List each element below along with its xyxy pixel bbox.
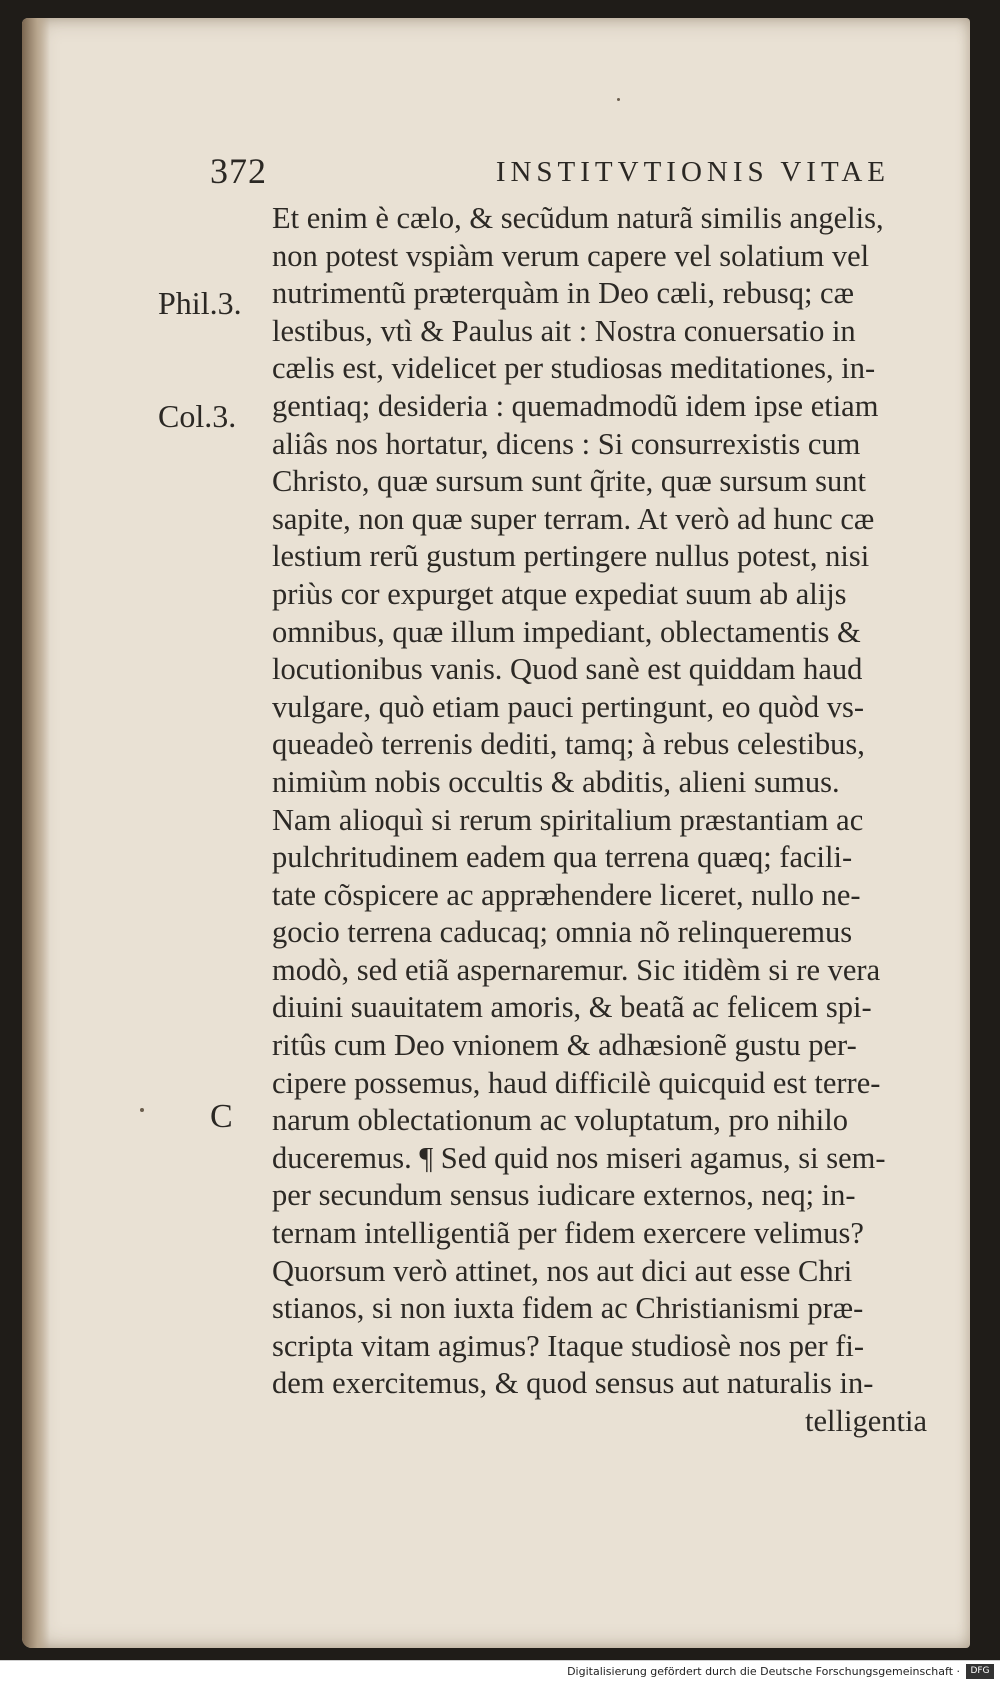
text-line: gocio terrena caducaq; omnia nõ relinqueremus: [272, 915, 853, 950]
text-line: diuini suauitatem amoris, & beatã ac felicem spi-: [272, 990, 872, 1025]
paper-speck: [617, 98, 620, 101]
text-line: ritûs cum Deo vnionem & adhæsionẽ gustu per-: [272, 1028, 857, 1063]
text-line: Nam alioquì si rerum spiritalium præstantiam ac: [272, 802, 864, 837]
text-line: aliâs nos hortatur, dicens : Si consurrexistis cum: [272, 426, 861, 461]
text-line: priùs cor expurget atque expediat suum ab alijs: [272, 576, 847, 611]
paper-speck: [140, 1108, 144, 1112]
text-line: sapite, non quæ super terram. At verò ad hunc cæ: [272, 501, 875, 536]
text-line: Christo, quæ sursum sunt q̃rite, quæ sursum sunt: [272, 464, 866, 499]
text-line: vulgare, quò etiam pauci pertingunt, eo quòd vs-: [272, 689, 865, 724]
text-line: queadeò terrenis dediti, tamq; à rebus celestibus,: [272, 727, 865, 762]
dfg-logo: DFG: [966, 1664, 994, 1679]
text-line: duceremus. ¶ Sed quid nos miseri agamus, si sem-: [272, 1140, 886, 1175]
text-line: dem exercitemus, & quod sensus aut naturalis in-: [272, 1366, 874, 1401]
margin-section-letter: C: [210, 1098, 233, 1135]
text-line: nutrimentũ prᴂterquàm in Deo cæli, rebusq; cæ: [272, 276, 854, 311]
page-header: [210, 150, 890, 190]
margin-note-col: Col.3.: [158, 398, 237, 434]
text-line: locutionibus vanis. Quod sanè est quiddam haud: [272, 652, 863, 687]
running-head: INSTITVTIONIS VITAE: [495, 156, 890, 188]
text-line: narum oblectationum ac voluptatum, pro nihilo: [272, 1103, 848, 1138]
text-line: lestium rerũ gustum pertingere nullus potest, nisi: [272, 539, 870, 574]
text-line: tate cõspicere ac apprᴂhendere liceret, nullo ne-: [272, 877, 861, 912]
text-line: Et enim è cælo, & secũdum naturã similis angelis,: [272, 201, 884, 235]
text-line: cælis est, videlicet per studiosas meditationes, in-: [272, 351, 876, 386]
body-text: [272, 200, 957, 1441]
page-number: 372: [210, 151, 267, 191]
text-line: gentiaq; desideria : quemadmodũ idem ipse etiam: [272, 388, 879, 423]
funding-credit: Digitalisierung gefördert durch die Deutsche Forschungsgemeinschaft ·: [567, 1665, 960, 1678]
text-line: stianos, si non iuxta fidem ac Christianismi præ-: [272, 1291, 864, 1326]
margin-note-phil: Phil.3.: [158, 285, 242, 321]
text-line: scripta vitam agimus? Itaque studiosè nos per fi-: [272, 1328, 865, 1363]
page-gutter-shadow: [22, 18, 50, 1648]
text-line: Quorsum verò attinet, nos aut dici aut esse Chri: [272, 1253, 853, 1288]
text-line: cipere possemus, haud difficilè quicquid est terre-: [272, 1065, 881, 1100]
text-line: modò, sed etiã aspernaremur. Sic itidèm si re vera: [272, 952, 881, 987]
text-line: ternam intelligentiã per fidem exercere velimus?: [272, 1216, 864, 1251]
catchword: telligentia: [805, 1404, 927, 1438]
text-line: non potest vspiàm verum capere vel solatium vel: [272, 238, 870, 273]
text-line: pulchritudinem eadem qua terrena quæq; facili-: [272, 840, 853, 875]
text-line: omnibus, quæ illum impediant, oblectamentis &: [272, 614, 861, 649]
text-line: nimiùm nobis occultis & abditis, alieni sumus.: [272, 764, 840, 799]
text-line: lestibus, vtì & Paulus ait : Nostra conuersatio in: [272, 313, 856, 348]
text-line: per secundum sensus iudicare externos, neq; in-: [272, 1178, 856, 1213]
digitization-footer: [0, 1660, 1000, 1683]
